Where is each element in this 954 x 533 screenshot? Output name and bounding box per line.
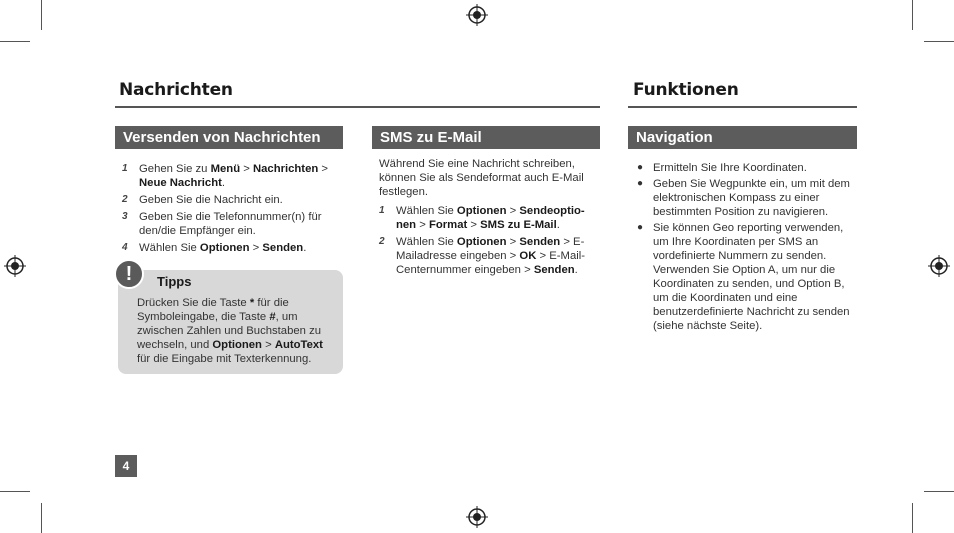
step-item bbox=[122, 241, 344, 255]
heading-navigation: Navigation bbox=[628, 126, 857, 149]
step-text: Wählen Sie bbox=[396, 205, 457, 217]
step-item bbox=[122, 210, 344, 238]
step-text: Geben Sie die Nachricht ein. bbox=[139, 194, 283, 206]
step-item bbox=[379, 235, 601, 277]
exclamation-icon: ! bbox=[114, 259, 144, 289]
menu-term: Neue Nachricht bbox=[139, 177, 222, 189]
separator: > bbox=[506, 205, 520, 217]
menu-term: Sendeoptio-nen bbox=[396, 205, 585, 231]
menu-term: AutoText bbox=[274, 339, 323, 351]
separator: > bbox=[240, 163, 253, 175]
key-star: * bbox=[249, 297, 255, 309]
tip-text-part: für die Symboleingabe, die Taste bbox=[137, 297, 289, 323]
bullet-icon: ● bbox=[637, 162, 644, 173]
step-item bbox=[379, 204, 601, 232]
step-text: Geben Sie die Telefonnummer(n) für den/die Empfänger ein. bbox=[139, 211, 322, 237]
registration-mark-icon bbox=[466, 4, 488, 26]
separator: > bbox=[261, 339, 275, 351]
bullet-text: Sie können Geo reporting verwenden, um Ihre Koordinaten per SMS an vordefinierte Nummern zu senden. Verwenden Sie Option A, um nur die Koordinaten zu senden, und Option B, um die Koordinaten und eine benutzerdefinierte Nachricht zu senden (siehe nächste Seite). bbox=[653, 222, 850, 332]
menu-term: Optionen bbox=[212, 339, 262, 351]
step-number: 4 bbox=[122, 242, 128, 253]
heading-sms-email: SMS zu E-Mail bbox=[372, 126, 600, 149]
menu-term: Optionen bbox=[456, 236, 507, 248]
step-text: Wählen Sie bbox=[139, 242, 200, 254]
key-hash: # bbox=[269, 311, 276, 323]
menu-term: Senden bbox=[262, 242, 304, 254]
step-text: Wählen Sie bbox=[396, 236, 457, 248]
bullet-list bbox=[628, 161, 854, 335]
crop-mark bbox=[924, 491, 954, 492]
heading-versenden: Versenden von Nachrichten bbox=[115, 126, 343, 149]
tip-title: Tipps bbox=[157, 274, 192, 289]
intro-text: Während Sie eine Nachricht schreiben, können Sie als Sendeformat auch E-Mail festlegen. bbox=[379, 158, 584, 198]
menu-term: Format bbox=[428, 219, 468, 231]
divider bbox=[628, 106, 857, 108]
menu-term: SMS zu E-Mail bbox=[480, 219, 557, 231]
separator: > bbox=[249, 242, 263, 254]
step-text: . bbox=[574, 264, 578, 276]
steps-list bbox=[122, 162, 344, 258]
menu-term: Senden bbox=[519, 236, 561, 248]
registration-mark-icon bbox=[928, 255, 950, 277]
crop-mark bbox=[41, 0, 42, 30]
bullet-text: Geben Sie Wegpunkte ein, um mit dem elektronischen Kompass zu einer bestimmten Position zu navigieren. bbox=[653, 178, 850, 218]
crop-mark bbox=[41, 503, 42, 533]
step-text: Gehen Sie zu bbox=[139, 163, 211, 175]
bullet-icon: ● bbox=[637, 222, 644, 233]
step-item bbox=[122, 162, 344, 190]
menu-term: OK bbox=[519, 250, 537, 262]
crop-mark bbox=[912, 0, 913, 30]
step-number: 1 bbox=[379, 205, 385, 216]
page-number: 4 bbox=[115, 455, 137, 477]
step-number: 1 bbox=[122, 163, 128, 174]
bullet-icon: ● bbox=[637, 178, 644, 189]
page-title-right: Funktionen bbox=[633, 80, 739, 100]
step-number: 2 bbox=[379, 236, 385, 247]
page-title-left: Nachrichten bbox=[119, 80, 233, 100]
step-text: . bbox=[303, 242, 307, 254]
step-text: > E-Mail-Centernummer eingeben > bbox=[396, 250, 586, 276]
crop-mark bbox=[0, 491, 30, 492]
tip-text-part: für die Eingabe mit Texterkennung. bbox=[137, 353, 312, 365]
menu-term: Senden bbox=[533, 264, 575, 276]
step-item bbox=[122, 193, 344, 207]
separator: > bbox=[467, 219, 481, 231]
separator: > bbox=[506, 236, 520, 248]
menu-term: Menü bbox=[210, 163, 241, 175]
separator: > bbox=[416, 219, 429, 231]
step-text: > E-Mailadresse eingeben > bbox=[396, 236, 585, 262]
separator: > bbox=[318, 163, 329, 175]
tip-text-part: , um zwischen Zahlen und Buchstaben zu wechseln, und bbox=[137, 311, 322, 351]
menu-term: Optionen bbox=[456, 205, 507, 217]
menu-term: Nachrichten bbox=[252, 163, 319, 175]
step-number: 3 bbox=[122, 211, 128, 222]
crop-mark bbox=[0, 41, 30, 42]
steps-list bbox=[379, 204, 601, 280]
menu-term: Optionen bbox=[199, 242, 250, 254]
list-item bbox=[628, 221, 854, 333]
step-text: . bbox=[556, 219, 560, 231]
tip-text bbox=[137, 296, 337, 366]
step-text: . bbox=[221, 177, 226, 189]
crop-mark bbox=[924, 41, 954, 42]
divider bbox=[115, 106, 600, 108]
list-item bbox=[628, 177, 854, 219]
tip-text-part: Drücken Sie die Taste bbox=[137, 297, 250, 309]
bullet-text: Ermitteln Sie Ihre Koordinaten. bbox=[653, 162, 807, 174]
registration-mark-icon bbox=[466, 506, 488, 528]
list-item bbox=[628, 161, 854, 175]
registration-mark-icon bbox=[4, 255, 26, 277]
crop-mark bbox=[912, 503, 913, 533]
step-number: 2 bbox=[122, 194, 128, 205]
